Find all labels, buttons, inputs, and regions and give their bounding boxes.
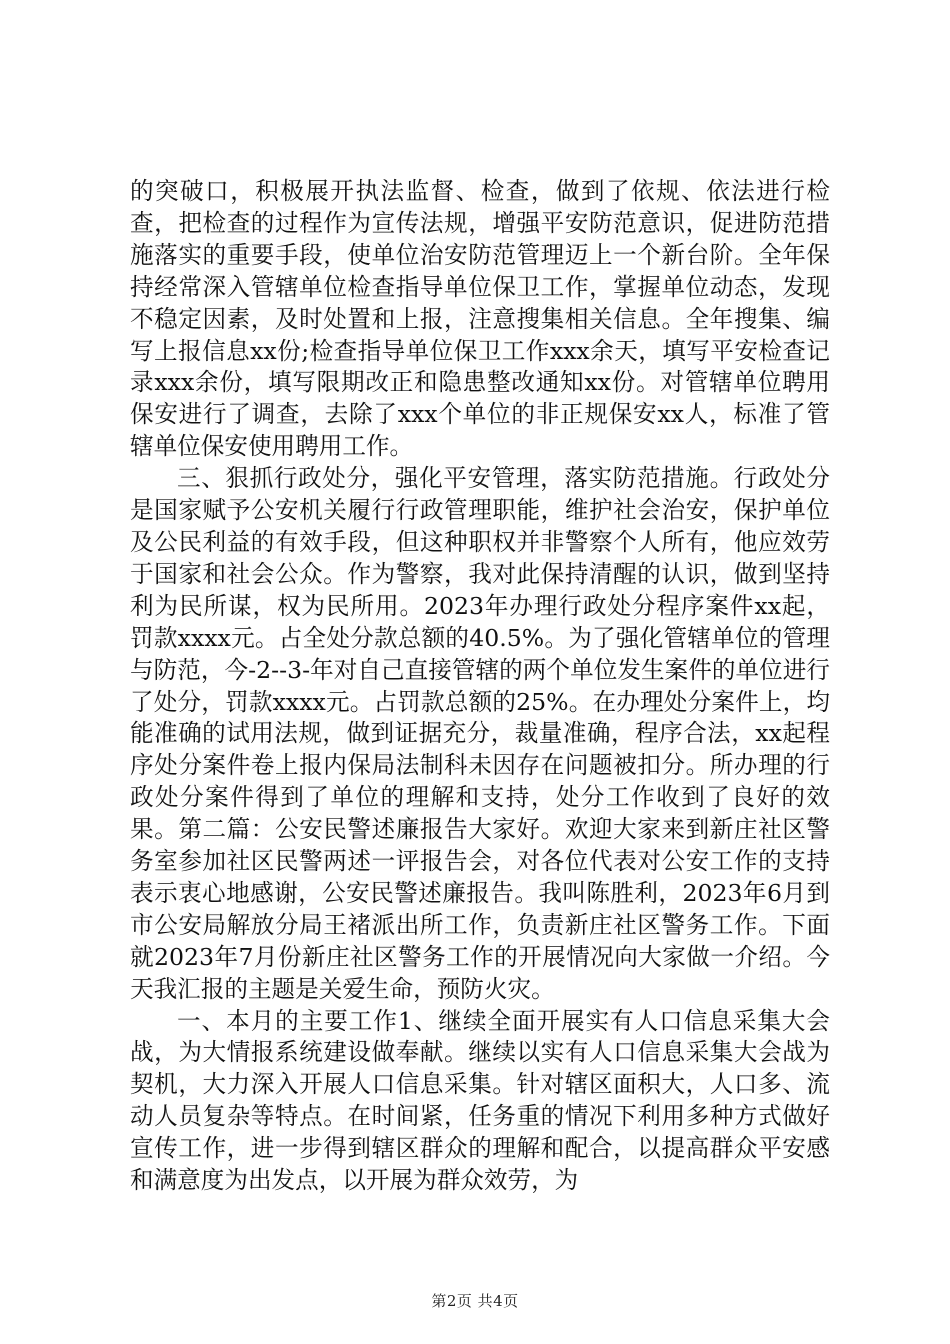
paragraph-section-three: 三、狠抓行政处分，强化平安管理，落实防范措施。行政处分是国家赋予公安机关履行行政管理职能，维护社会治安，保护单位及公民利益的有效手段，但这种职权并非警察个人所有，他应效劳于国家和社会公众。作为警察，我对此保持清醒的认识，做到坚持利为民所谋，权为民所用。2023年办理行政处分程序案件xx起，罚款xxxx元。占全处分款总额的40.5%。为了强化管辖单位的管理与防范，今-2--3-年对自己直接管辖的两个单位发生案件的单位进行了处分，罚款xxxx元。占罚款总额的25%。在办理处分案件上，均能准确的试用法规，做到证据充分，裁量准确，程序合法，xx起程序处分案件卷上报内保局法制科未因存在问题被扣分。所办理的行政处分案件得到了单位的理解和支持，处分工作收到了良好的效果。第二篇：公安民警述廉报告大家好。欢迎大家来到新庄社区警务室参加社区民警两述一评报告会，对各位代表对公安工作的支持表示衷心地感谢，公安民警述廉报告。我叫陈胜利，2023年6月到市公安局解放分局王褚派出所工作，负责新庄社区警务工作。下面就2023年7月份新庄社区警务工作的开展情况向大家做一介绍。今天我汇报的主题是关爱生命，预防火灾。 [130,464,830,1003]
paragraph-section-one-monthly-work: 一、本月的主要工作1、继续全面开展实有人口信息采集大会战，为大情报系统建设做奉献。继续以实有人口信息采集大会战为契机，大力深入开展人口信息采集。针对辖区面积大，人口多、流动人员复杂等特点。在时间紧，任务重的情况下利用多种方式做好宣传工作，进一步得到辖区群众的理解和配合，以提高群众平安感和满意度为出发点，以开展为群众效劳，为 [130,1006,830,1195]
document-body [130,176,830,1197]
paragraph-continuation: 的突破口，积极展开执法监督、检查，做到了依规、依法进行检查，把检查的过程作为宣传法规，增强平安防范意识，促进防范措施落实的重要手段，使单位治安防范管理迈上一个新台阶。全年保持经常深入管辖单位检查指导单位保卫工作，掌握单位动态，发现不稳定因素，及时处置和上报，注意搜集相关信息。全年搜集、编写上报信息xx份;检查指导单位保卫工作xxx余天，填写平安检查记录xxx余份，填写限期改正和隐患整改通知xx份。对管辖单位聘用保安进行了调查，去除了xxx个单位的非正规保安xx人，标准了管辖单位保安使用聘用工作。 [130,177,830,461]
page-number-footer: 第2页 共4页 [431,1292,519,1310]
